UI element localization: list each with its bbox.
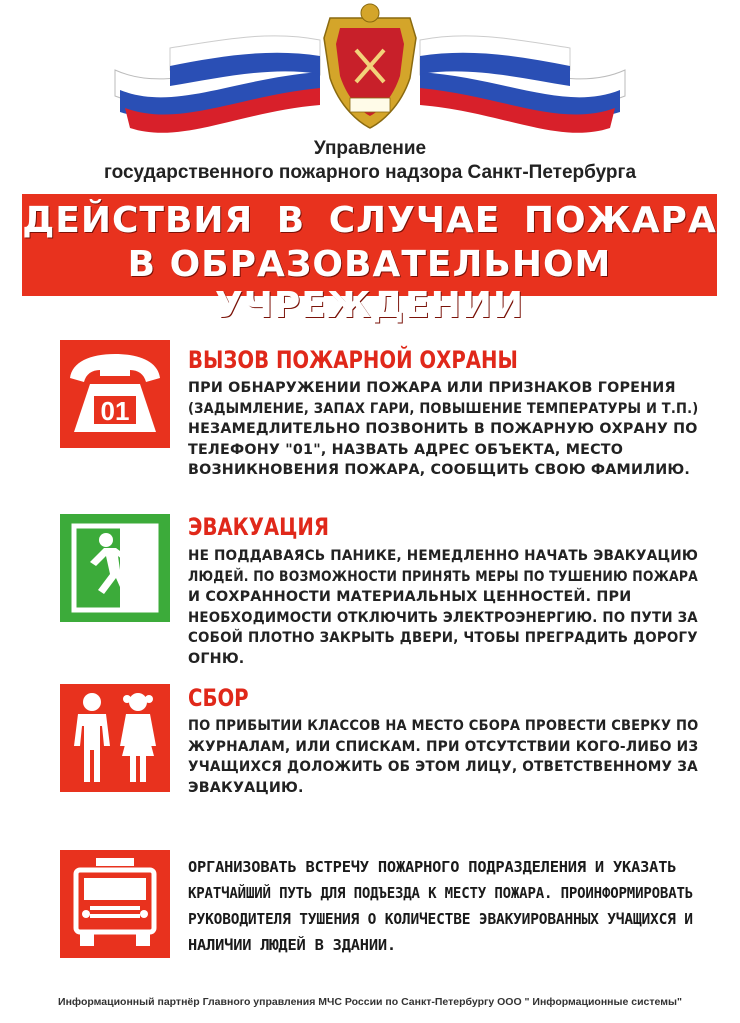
people-assembly-icon <box>60 684 170 792</box>
text-line: ТЕЛЕФОНУ "01", НАЗВАТЬ АДРЕС ОБЪЕКТА, МЕСТО <box>188 441 624 458</box>
text-line: ОРГАНИЗОВАТЬ ВСТРЕЧУ ПОЖАРНОГО ПОДРАЗДЕЛЕНИЯ И УКАЗАТЬ <box>188 858 677 876</box>
agency-name-line2: государственного пожарного надзора Санкт-Петербурга <box>103 162 637 183</box>
text-line: ОГНЮ. <box>188 650 245 667</box>
text-line: (ЗАДЫМЛЕНИЕ, ЗАПАХ ГАРИ, ПОВЫШЕНИЕ ТЕМПЕРАТУРЫ И Т.П.) <box>188 400 699 417</box>
text-line: УЧАЩИХСЯ ДОЛОЖИТЬ ОБ ЭТОМ ЛИЦУ, ОТВЕТСТВЕННОМУ ЗА <box>188 759 698 775</box>
text-line: НЕЗАМЕДЛИТЕЛЬНО ПОЗВОНИТЬ В ПОЖАРНУЮ ОХРАНУ ПО <box>188 421 698 437</box>
banner-title-line1: ДЕЙСТВИЯ В СЛУЧАЕ ПОЖАРА <box>22 200 717 241</box>
text-line: КРАТЧАЙШИЙ ПУТЬ ДЛЯ ПОДЪЕЗДА К МЕСТУ ПОЖАРА. ПРОИНФОРМИРОВАТЬ <box>188 884 694 902</box>
text-line: ВОЗНИКНОВЕНИЯ ПОЖАРА, СООБЩИТЬ СВОЮ ФАМИЛИЮ. <box>188 462 690 478</box>
section-text-evacuation <box>188 546 698 669</box>
text-line: ЭВАКУАЦИЮ. <box>188 779 304 796</box>
text-line: ЛЮДЕЙ. ПО ВОЗМОЖНОСТИ ПРИНЯТЬ МЕРЫ ПО ТУШЕНИЮ ПОЖАРА <box>188 568 698 585</box>
section-text-meet-brigade <box>188 854 698 958</box>
text-line: НАЛИЧИИ ЛЮДЕЙ В ЗДАНИИ. <box>188 936 396 954</box>
telephone-01-icon <box>60 340 170 448</box>
text-line: И СОХРАННОСТИ МАТЕРИАЛЬНЫХ ЦЕННОСТЕЙ. ПРИ <box>188 589 632 605</box>
text-line: ПРИ ОБНАРУЖЕНИИ ПОЖАРА ИЛИ ПРИЗНАКОВ ГОРЕНИЯ <box>188 380 676 396</box>
section-title-assembly: СБОР <box>188 684 249 712</box>
text-line: ПО ПРИБЫТИИ КЛАССОВ НА МЕСТО СБОРА ПРОВЕСТИ СВЕРКУ ПО <box>188 718 699 734</box>
text-line: ЖУРНАЛАМ, ИЛИ СПИСКАМ. ПРИ ОТСУТСТВИИ КОГО-ЛИБО ИЗ <box>188 738 699 755</box>
text-line: НЕОБХОДИМОСТИ ОТКЛЮЧИТЬ ЭЛЕКТРОЭНЕРГИЮ. ПО ПУТИ ЗА <box>188 609 698 626</box>
banner-title-line2: В ОБРАЗОВАТЕЛЬНОМ УЧРЕЖДЕНИИ <box>127 244 612 326</box>
section-title-call-fire-service: ВЫЗОВ ПОЖАРНОЙ ОХРАНЫ <box>188 346 518 374</box>
coat-of-arms-icon <box>110 0 630 135</box>
fire-truck-icon <box>60 850 170 958</box>
text-line: НЕ ПОДДАВАЯСЬ ПАНИКЕ, НЕМЕДЛЕННО НАЧАТЬ ЭВАКУАЦИЮ <box>188 548 698 564</box>
title-banner <box>22 194 717 326</box>
section-text-call-fire-service <box>188 378 698 481</box>
emblem-with-flag-ribbon <box>110 0 630 135</box>
agency-name-line1: Управление <box>313 138 427 159</box>
text-line: СОБОЙ ПЛОТНО ЗАКРЫТЬ ДВЕРИ, ЧТОБЫ ПРЕГРАДИТЬ ДОРОГУ <box>188 630 698 646</box>
emergency-exit-icon <box>60 514 170 622</box>
icon-number-01: 01 <box>100 396 130 426</box>
section-text-assembly <box>188 716 698 798</box>
text-line: РУКОВОДИТЕЛЯ ТУШЕНИЯ О КОЛИЧЕСТВЕ ЭВАКУИРОВАННЫХ УЧАЩИХСЯ И <box>188 910 693 928</box>
section-title-evacuation: ЭВАКУАЦИЯ <box>188 513 330 541</box>
footer-partner-note: Информационный партнёр Главного управления МЧС России по Санкт-Петербургу ООО " Информационные системы" <box>58 996 682 1008</box>
